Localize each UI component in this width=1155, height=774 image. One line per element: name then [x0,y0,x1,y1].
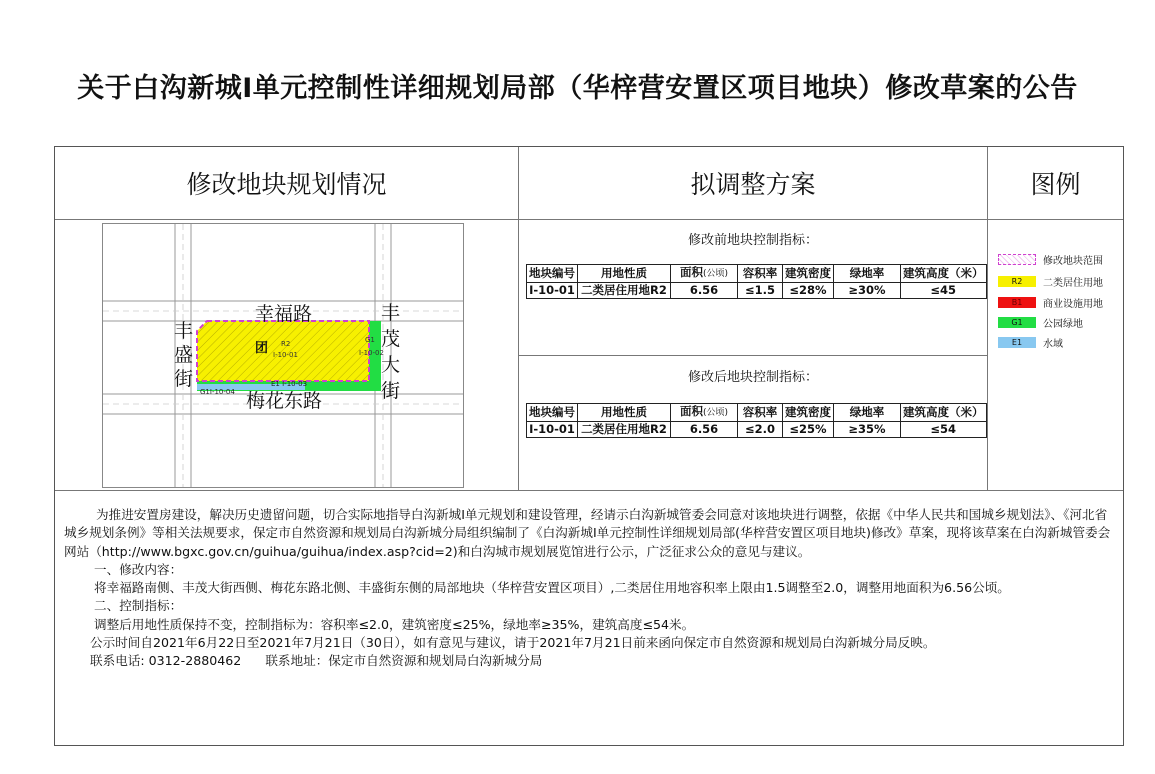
header-legend: 图例 [1030,170,1081,199]
th-green: 绿地率 [834,404,901,422]
td-id: I-10-01 [527,283,578,299]
green-south-id: G1I-10-04 [200,388,235,396]
notice-body [64,506,1116,671]
legend-label: 水域 [1043,339,1063,350]
header-adjust-plan: 拟调整方案 [690,170,816,199]
legend-item-b1 [998,295,1103,310]
td-height: ≤54 [901,422,987,438]
page-title: 关于白沟新城I单元控制性详细规划局部（华梓营安置区项目地块）修改草案的公告 [77,73,1078,104]
legend-label: 公园绿地 [1043,319,1083,330]
td-far: ≤2.0 [738,422,783,438]
legend-swatch: B1 [998,297,1036,308]
legend-item-boundary [998,252,1103,267]
legend-label: 二类居住用地 [1043,278,1103,289]
td-density: ≤25% [783,422,834,438]
table-header-row [527,404,987,422]
road-east-char-4: 街 [381,380,401,402]
th-use: 用地性质 [578,265,671,283]
before-table [526,264,987,299]
legend-swatch [998,254,1036,265]
th-area-label: 面积 [679,404,703,418]
th-use: 用地性质 [578,404,671,422]
road-name-north: 幸福路 [255,303,313,325]
after-caption: 修改后地块控制指标： [687,370,818,385]
th-id: 地块编号 [527,265,578,283]
legend-label: 商业设施用地 [1043,299,1103,310]
th-green: 绿地率 [834,265,901,283]
intro-paragraph: 为推进安置房建设，解决历史遗留问题，切合实际地指导白沟新城I单元规划和建设管理，经请示白沟新城管委会同意对该地块进行调整，依据《中华人民共和国城乡规划法》、《河北省城乡规划条例》等相关法规要求，保定市自然资源和规划局白沟新城分局组织编制了《白沟新城I单元控制性详细规划局部(华梓营安置区项目地块)修改》草案，现将该草案在白沟新城管委会网站（http://www.bgxc.gov.cn/guihua/guihua/index.asp?cid=2)和白沟城市规划展览馆进行公示，广泛征求公众的意见与建议。 [64,507,1111,559]
th-area-label: 面积 [679,265,703,279]
section-2-text: 调整后用地性质保持不变，控制指标为：容积率≤2.0，建筑密度≤25%，绿地率≥35%，建筑高度≤54米。 [94,616,695,632]
body-divider [55,490,1123,491]
legend-label: 修改地块范围 [1043,256,1103,267]
td-density: ≤28% [783,283,834,299]
table-divider [519,355,987,356]
road-west-char-1: 丰 [174,320,194,342]
road-east-char-3: 大 [381,354,401,376]
table-header-row [527,265,987,283]
table-row [527,422,987,438]
legend-item-r2 [998,274,1103,289]
legend-swatch: E1 [998,337,1036,348]
before-caption: 修改前地块控制指标： [687,233,818,248]
after-table [526,403,987,438]
parcel-code: R2 [281,340,291,348]
td-green: ≥35% [834,422,901,438]
road-name-west [174,320,193,390]
site-map [102,223,464,488]
th-area-unit: (公顷) [702,269,729,279]
parcel-id: I-10-01 [273,351,298,359]
contact-line [64,652,1116,670]
td-far: ≤1.5 [738,283,783,299]
road-name-south: 梅花东路 [246,390,323,412]
contact-address: 联系地址：保定市自然资源和规划局白沟新城分局 [265,653,543,669]
th-far: 容积率 [738,265,783,283]
th-area [671,265,738,283]
td-height: ≤45 [901,283,987,299]
period-text: 公示时间自2021年6月22日至2021年7月21日（30日），如有意见与建议，请于2021年7月21日前来函向保定市自然资源和规划局白沟新城分局反映。 [90,635,936,651]
th-height: 建筑高度（米） [901,265,987,283]
legend-swatch: R2 [998,276,1036,287]
legend-swatch: G1 [998,317,1036,328]
section-1-title: 一、修改内容： [94,561,183,577]
td-use: 二类居住用地R2 [578,283,671,299]
header-divider [55,219,1123,220]
td-area: 6.56 [671,422,738,438]
section-2-title: 二、控制指标： [94,598,183,614]
th-far: 容积率 [738,404,783,422]
td-area: 6.56 [671,283,738,299]
green-east-code: G1 [365,336,375,344]
water-id: E1 I-10-03 [271,380,308,388]
th-area [671,404,738,422]
td-use: 二类居住用地R2 [578,422,671,438]
th-density: 建筑密度 [783,265,834,283]
legend-item-e1 [998,335,1063,350]
table-row [527,283,987,299]
th-height: 建筑高度（米） [901,404,987,422]
green-east-id: I-10-02 [359,349,384,357]
th-id: 地块编号 [527,404,578,422]
td-id: I-10-01 [527,422,578,438]
road-west-char-2: 盛 [174,344,194,366]
th-area-unit: (公顷) [702,408,729,418]
road-east-char-2: 茂 [381,328,401,350]
header-plan-status: 修改地块规划情况 [186,170,387,199]
section-1-text: 将幸福路南侧、丰茂大街西侧、梅花东路北侧、丰盛街东侧的局部地块（华梓营安置区项目）,二类居住用地容积率上限由1.5调整至2.0，调整用地面积为6.56公顷。 [94,580,1010,596]
contact-phone: 联系电话: 0312-2880462 [90,653,242,669]
th-density: 建筑密度 [783,404,834,422]
site-map-svg [103,224,464,488]
road-east-char-1: 丰 [381,302,401,324]
legend-item-g1 [998,315,1083,330]
parcel-icon: 团 [255,341,269,356]
td-green: ≥30% [834,283,901,299]
road-west-char-3: 街 [174,368,194,390]
